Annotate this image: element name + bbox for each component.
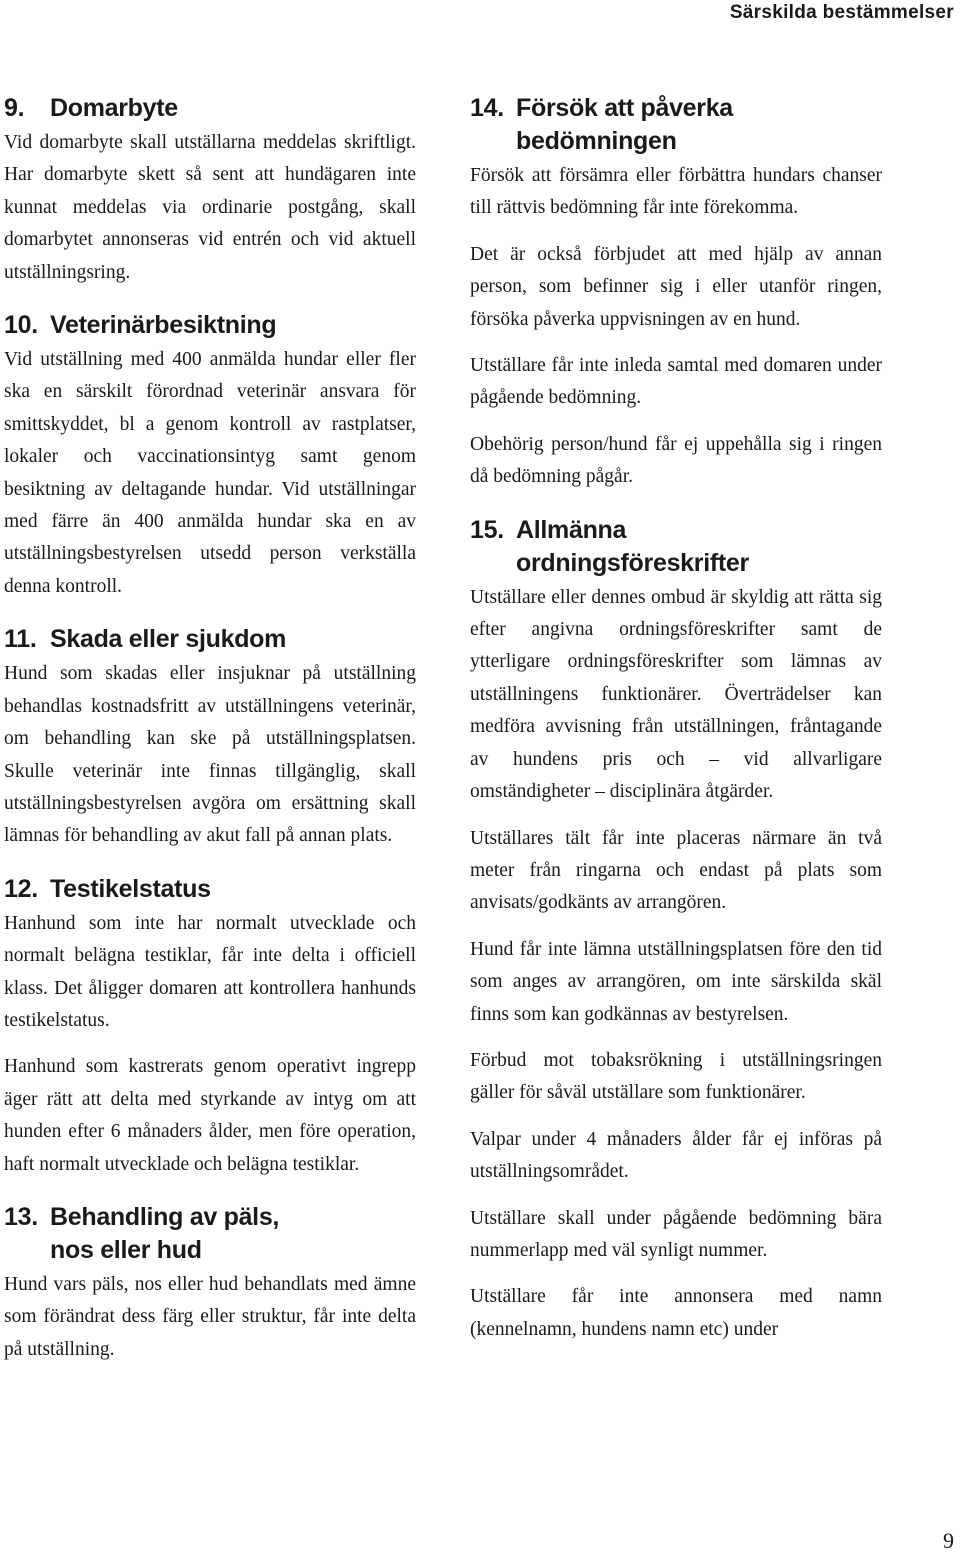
running-header: Särskilda bestämmelser [729, 2, 954, 23]
body-paragraph: Hund som skadas eller insjuknar på utställning behandlas kostnadsfritt av utställningens veterinär, om behandling kan ske på utställningsplatsen. Skulle veterinär inte finnas tillgänglig, skall utställningsbestyrelsen avgöra om ersättning skall lämnas för behandling av akut fall på annan plats. [4, 663, 416, 847]
body-paragraph: Utställare skall under pågående bedömning bära nummerlapp med väl synligt nummer. [470, 1207, 882, 1261]
body-paragraph: Vid domarbyte skall utställarna meddelas skriftligt. Har domarbyte skett så sent att hundägaren inte kunnat meddelas via ordinarie postgång, skall domarbytet annonseras vid entrén och vid aktuell utställningsring. [4, 132, 416, 283]
section-number: 10. [4, 311, 38, 340]
body-paragraph: Hund vars päls, nos eller hud behandlats med ämne som förändrat dess färg eller struktur, får inte delta på utställning. [4, 1273, 416, 1360]
section-heading [4, 309, 416, 342]
section-title-continued: nos eller hud [50, 1235, 202, 1264]
body-paragraph: Det är också förbjudet att med hjälp av annan person, som befinner sig i eller utanför ringen, försöka påverka uppvisningen av en hund. [470, 243, 882, 330]
section-title: Försök att påverka [516, 94, 733, 122]
section [4, 309, 416, 603]
body-paragraph: Hanhund som inte har normalt utvecklade och normalt belägna testiklar, får inte delta i officiell klass. Det åligger domaren att kontrollera hanhunds testikelstatus. [4, 912, 416, 1031]
section-title: Skada eller sjukdom [50, 625, 287, 654]
right-column [470, 92, 882, 1366]
body-paragraph: Förbud mot tobaksrökning i utställningsringen gäller för såväl utställare som funktionärer. [470, 1049, 882, 1104]
section [470, 514, 882, 1347]
section [4, 1201, 416, 1366]
section-number: 11. [4, 625, 37, 654]
body-paragraph: Hanhund som kastrerats genom operativt ingrepp äger rätt att delta med styrkande av intyg om att hunden efter 6 månaders ålder, men före operation, haft normalt utvecklade och belägna testiklar. [4, 1056, 416, 1175]
section-title-continued: bedömningen [516, 127, 677, 155]
section-number: 14. [470, 94, 504, 122]
section-number: 13. [4, 1202, 38, 1231]
section-heading [470, 514, 882, 580]
section-number: 15. [470, 515, 504, 544]
section-heading [4, 623, 416, 656]
page-number: 9 [943, 1528, 954, 1553]
body-paragraph: Hund får inte lämna utställningsplatsen före den tid som anges av arrangören, om inte särskilda skäl finns som kan godkännas av bestyrelsen. [470, 938, 882, 1025]
section-title: Domarbyte [50, 94, 178, 122]
section-title: Veterinärbesiktning [50, 311, 277, 340]
section-heading [4, 873, 416, 906]
body-paragraph: Valpar under 4 månaders ålder får ej införas på utställningsområdet. [470, 1128, 882, 1183]
body-paragraph: Utställare får inte inleda samtal med domaren under pågående bedömning. [470, 355, 882, 409]
section-title: Testikelstatus [50, 874, 211, 903]
section [4, 623, 416, 852]
body-paragraph: Utställare eller dennes ombud är skyldig att rätta sig efter angivna ordningsföreskrifter samt de ytterligare ordningsföreskrifter som lämnas av utställningens funktionärer. Överträdelser kan medföra avvisning från utställningen, fråntagande av hundens pris och – vid allvarligare omständigheter – disciplinära åtgärder. [470, 586, 882, 803]
section [470, 92, 882, 494]
section-title: Behandling av päls, [50, 1202, 280, 1231]
body-paragraph: Utställare får inte annonsera med namn (kennelnamn, hundens namn etc) under [470, 1286, 882, 1340]
section-number: 12. [4, 874, 38, 903]
section-title-continued: ordningsföreskrifter [516, 548, 749, 577]
section [4, 92, 416, 289]
body-paragraph: Vid utställning med 400 anmälda hundar eller fler ska en särskilt förordnad veterinär ansvara för smittskyddet, bl a genom kontroll av rastplatser, lokaler och vaccinationsintyg samt genom besiktning av deltagande hundar. Vid utställningar med färre än 400 anmälda hundar ska en av utställningsbestyrelsen utsedd person verkställa denna kontroll. [4, 349, 416, 597]
section-heading [4, 92, 416, 125]
body-paragraph: Utställares tält får inte placeras närmare än två meter från ringarna och endast på plats som anvisats/godkänts av arrangören. [470, 827, 882, 914]
left-column [4, 92, 416, 1386]
section-heading [4, 1201, 416, 1267]
section-title: Allmänna [516, 515, 627, 544]
section-heading [470, 92, 882, 158]
section [4, 873, 416, 1181]
body-paragraph: Obehörig person/hund får ej uppehålla sig i ringen då bedömning pågår. [470, 433, 882, 488]
section-number: 9. [4, 94, 25, 122]
body-paragraph: Försök att försämra eller förbättra hundars chanser till rättvis bedömning får inte förekomma. [470, 165, 882, 219]
